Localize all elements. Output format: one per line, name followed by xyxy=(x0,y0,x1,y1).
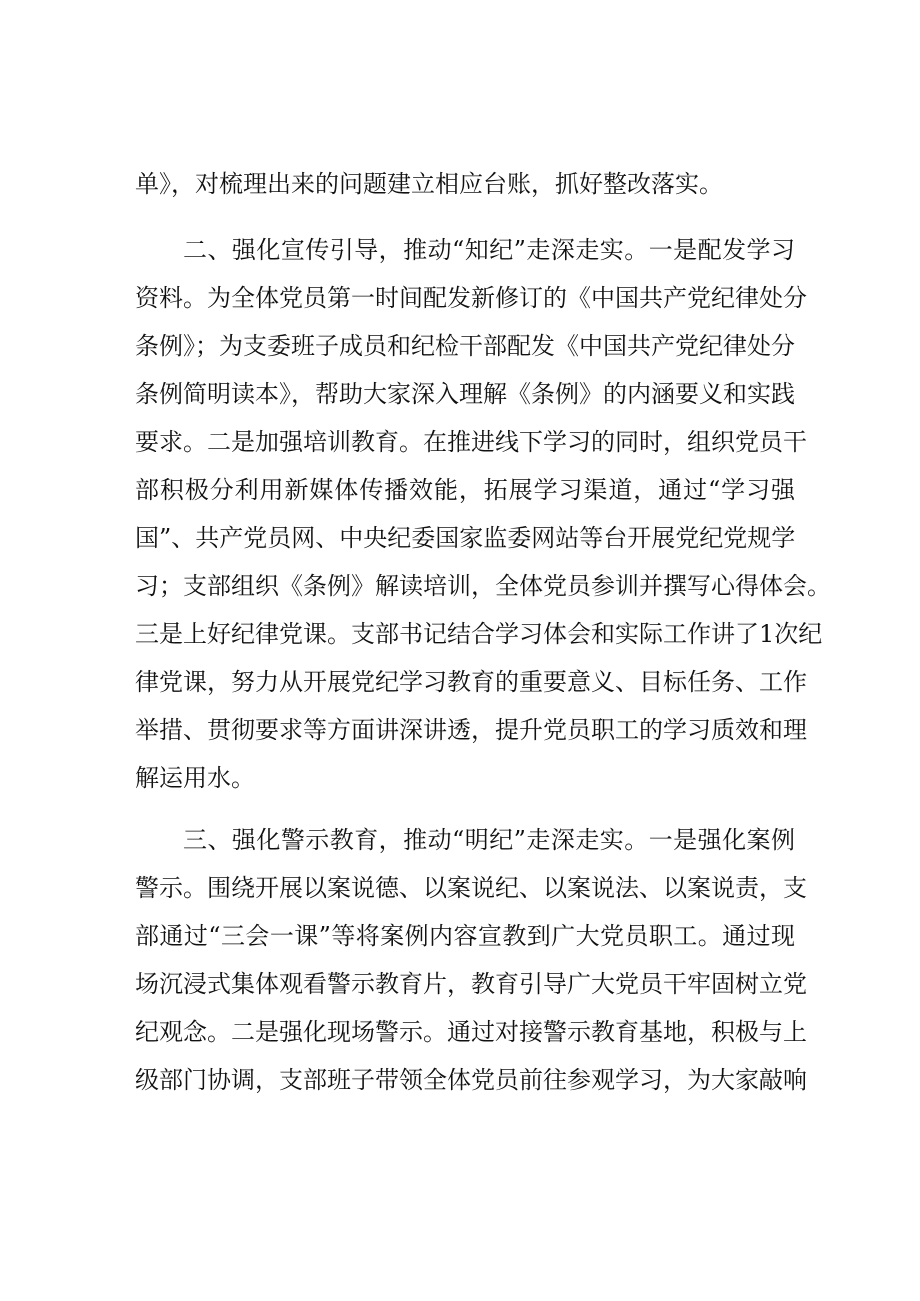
text-line: 律党课，努力从开展党纪学习教育的重要意义、目标任务、工作 xyxy=(135,668,807,696)
text-line: 三是上好纪律党课。支部书记结合学习体会和实际工作讲了1次纪 xyxy=(135,620,823,648)
text-line: 部积极分利用新媒体传播效能，拓展学习渠道，通过“学习强 xyxy=(135,476,795,504)
text-line: 举措、贯彻要求等方面讲深讲透，提升党员职工的学习质效和理 xyxy=(135,716,807,744)
text-line: 纪观念。二是强化现场警示。通过对接警示教育基地，积极与上 xyxy=(135,1018,807,1046)
text-line: 级部门协调，支部班子带领全体党员前往参观学习，为大家敲响 xyxy=(135,1066,807,1094)
section-heading-line: 三、强化警示教育，推动“明纪”走深走实。一是强化案例 xyxy=(183,826,795,854)
text-line: 警示。围绕开展以案说德、以案说纪、以案说法、以案说责，支 xyxy=(135,874,807,902)
text-line: 场沉浸式集体观看警示教育片，教育引导广大党员干牢固树立党 xyxy=(135,970,807,998)
text-line: 条例》；为支委班子成员和纪检干部配发《中国共产党纪律处分 xyxy=(135,332,795,360)
text-line: 条例简明读本》，帮助大家深入理解《条例》的内涵要义和实践 xyxy=(135,380,795,408)
text-line: 国”、共产党员网、中央纪委国家监委网站等台开展党纪党规学 xyxy=(135,524,796,552)
section-heading-line: 二、强化宣传引导，推动“知纪”走深走实。一是配发学习 xyxy=(183,236,795,264)
text-line: 习；支部组织《条例》解读培训，全体党员参训并撰写心得体会。 xyxy=(135,572,831,600)
text-line: 资料。为全体党员第一时间配发新修订的《中国共产党纪律处分 xyxy=(135,284,807,312)
text-line: 部通过“三会一课”等将案例内容宣教到广大党员职工。通过现 xyxy=(135,922,795,950)
text-line: 要求。二是加强培训教育。在推进线下学习的同时，组织党员干 xyxy=(135,428,807,456)
text-line: 解运用水。 xyxy=(135,764,255,792)
text-line: 单》，对梳理出来的问题建立相应台账，抓好整改落实。 xyxy=(135,170,723,198)
